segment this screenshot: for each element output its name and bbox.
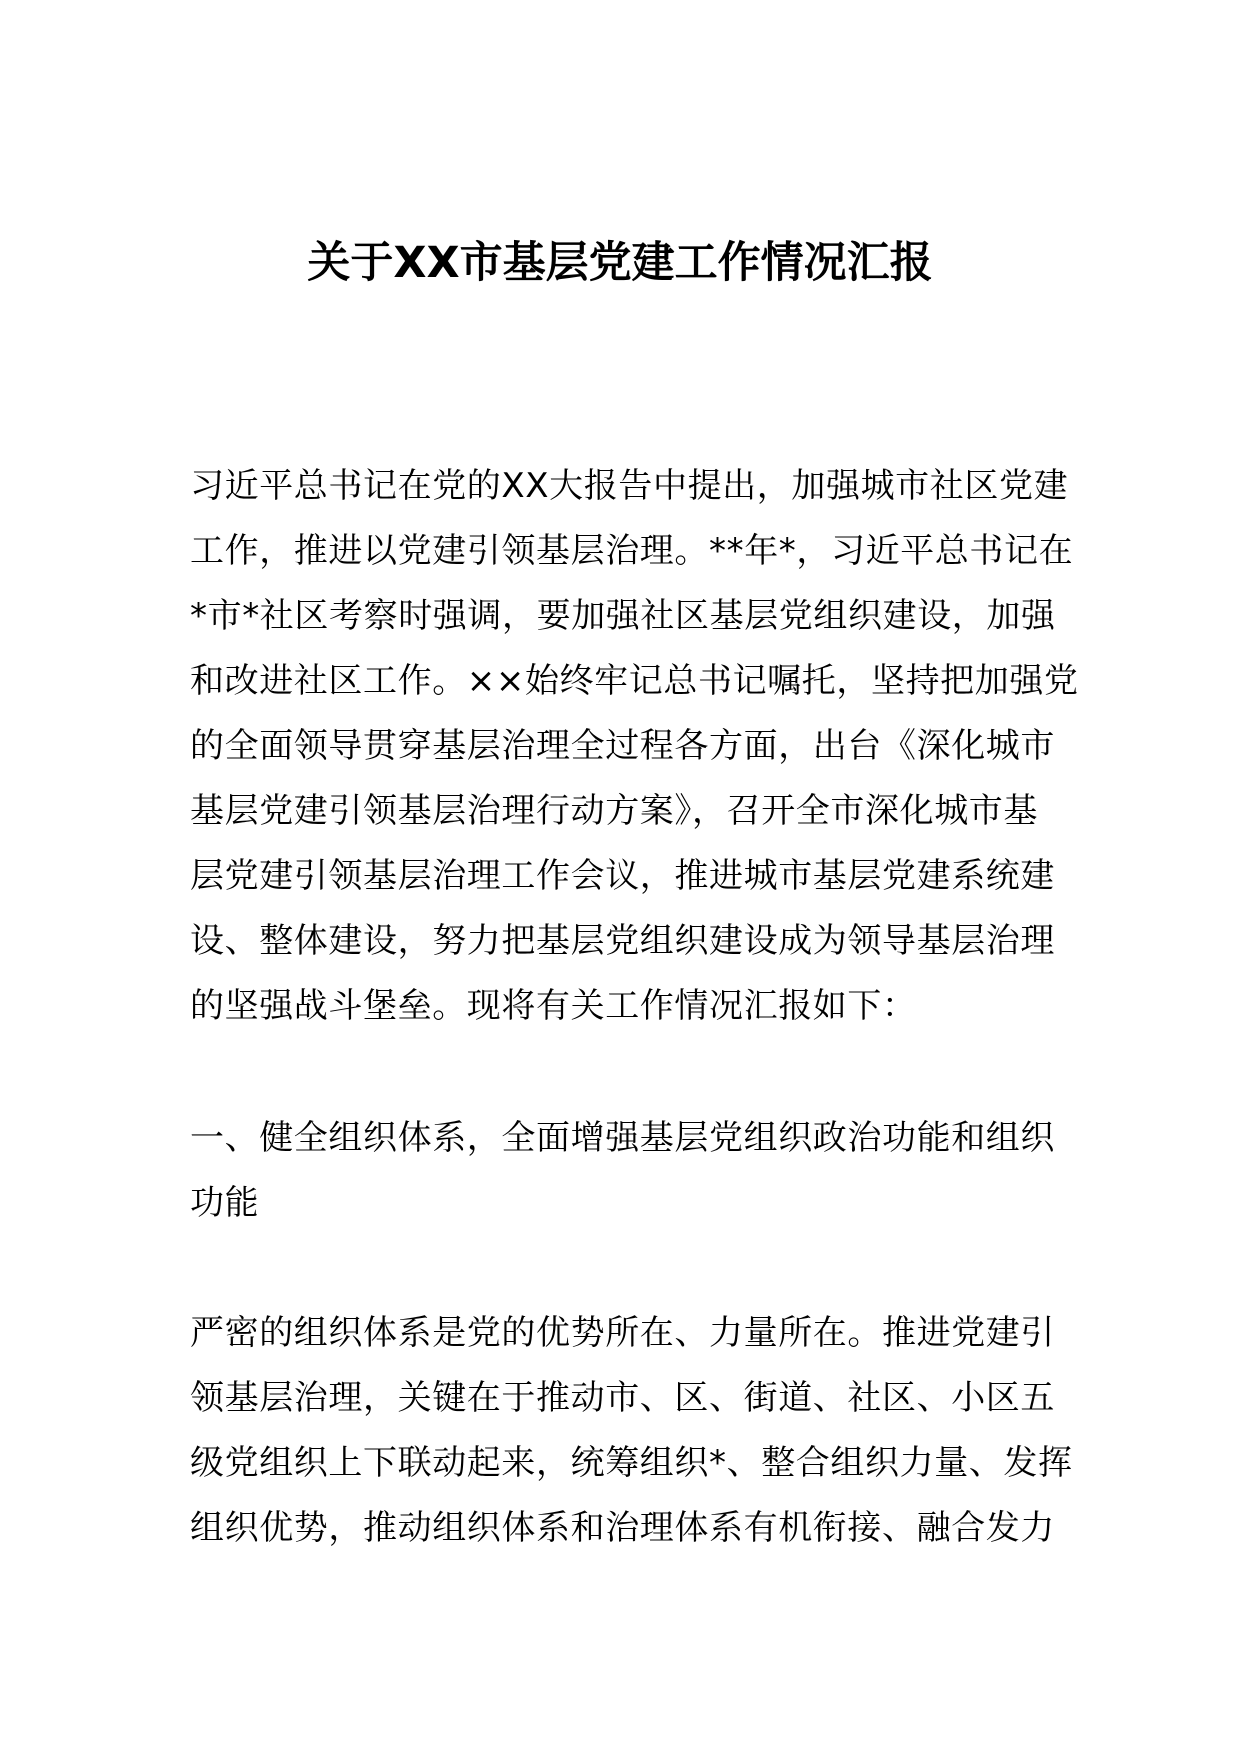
text-line: 级党组织上下联动起来，统筹组织*、整合组织力量、发挥 <box>190 1443 1073 1483</box>
section-heading-1 <box>190 1106 1070 1236</box>
document-title: 关于XX市基层党建工作情况汇报 <box>307 237 933 288</box>
text-line: 和改进社区工作。××始终牢记总书记嘱托，坚持把加强党 <box>190 661 1079 701</box>
text-line: 基层党建引领基层治理行动方案》，召开全市深化城市基 <box>190 791 1038 831</box>
heading-line: 一、健全组织体系，全面增强基层党组织政治功能和组织 <box>190 1118 1055 1158</box>
text-line: 设、整体建设，努力把基层党组织建设成为领导基层治理 <box>190 921 1055 961</box>
section-1-paragraph <box>190 1301 1073 1561</box>
intro-paragraph <box>190 454 1079 1039</box>
text-line: 领基层治理，关键在于推动市、区、街道、社区、小区五 <box>190 1378 1055 1418</box>
text-line: 工作，推进以党建引领基层治理。**年*，习近平总书记在 <box>190 531 1074 571</box>
text-line: 习近平总书记在党的XX大报告中提出，加强城市社区党建 <box>190 466 1069 506</box>
text-line: 的坚强战斗堡垒。现将有关工作情况汇报如下： <box>190 986 917 1026</box>
heading-line: 功能 <box>190 1183 260 1223</box>
text-line: 层党建引领基层治理工作会议，推进城市基层党建系统建 <box>190 856 1055 896</box>
text-line: 严密的组织体系是党的优势所在、力量所在。推进党建引 <box>190 1313 1055 1353</box>
text-line: *市*社区考察时强调，要加强社区基层党组织建设，加强 <box>190 596 1056 636</box>
text-line: 的全面领导贯穿基层治理全过程各方面，出台《深化城市 <box>190 726 1055 766</box>
text-line: 组织优势，推动组织体系和治理体系有机衔接、融合发力 <box>190 1508 1055 1548</box>
